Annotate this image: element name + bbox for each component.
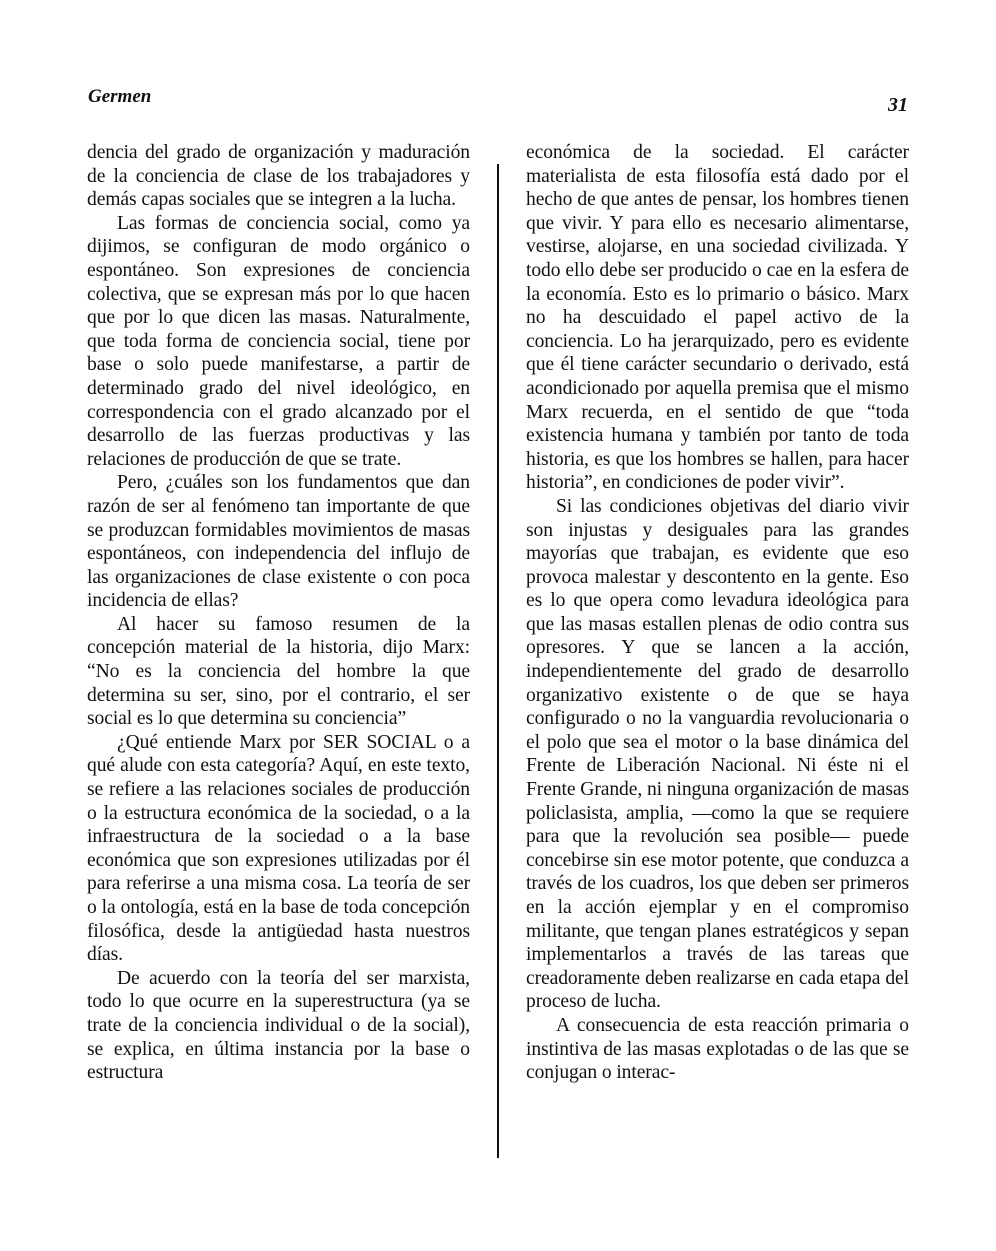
column-divider [497,164,499,1158]
paragraph: Las formas de conciencia social, como ya dijimos, se configuran de modo orgánico o espontáneo. Son expresiones de conciencia colectiva, que se expresan más por lo que hacen que por lo que dicen las masas. Naturalmente, que toda forma de conciencia social, tiene por base o solo puede manifestarse, a partir de determinado grado del nivel ideológico, en correspondencia con el grado alcanzado por el desarrollo de las fuerzas productivas y las relaciones de producción de que se trate. [87,212,470,470]
left-column [87,141,470,1085]
paragraph: Si las condiciones objetivas del diario vivir son injustas y desiguales para las grandes mayorías que trabajan, es evidente que eso provoca malestar y descontento en la gente. Eso es lo que opera como levadura ideológica para que las masas estallen plenas de odio contra sus opresores. Y que se lancen a la acción, independientemente del grado de desarrollo organizativo existente o de que se haya configurado o no la vanguardia revolucionaria o el polo que sea el motor o la base dinámica del Frente de Liberación Nacional. Ni éste ni el Frente Grande, ni ninguna organización de masas policlasista, amplia, —como la que se requiere para que la revolución sea posible— puede concebirse sin ese motor potente, que conduzca a través de los cuadros, los que deben ser primeros en la acción ejemplar y en el compromiso militante, que tengan planes estratégicos y sepan implementarlos a través de las tareas que creadoramente deben realizarse en cada etapa del proceso de lucha. [526,495,909,1013]
page-number: 31 [888,94,908,116]
paragraph: Pero, ¿cuáles son los fundamentos que dan razón de ser al fenómeno tan importante de que se produzcan formidables movimientos de masas espontáneos, con independencia del influjo de las organizaciones de clase existente o con poca incidencia de ellas? [87,472,470,612]
page-header [88,86,908,120]
paragraph: A consecuencia de esta reacción primaria o instintiva de las masas explotadas o de las que se conjugan o interac- [526,1014,909,1084]
paragraph: Al hacer su famoso resumen de la concepción material de la historia, dijo Marx: “No es la conciencia del hombre la que determina su ser, sino, por el contrario, el ser social es lo que determina su conciencia” [87,613,470,730]
paragraph: dencia del grado de organización y maduración de la conciencia de clase de los trabajadores y demás capas sociales que se integren a la lucha. [87,142,470,211]
running-head: Germen [88,86,152,107]
paragraph: De acuerdo con la teoría del ser marxista, todo lo que ocurre en la superestructura (ya se trate de la conciencia individual o de la social), se explica, en última instancia por la base o estructura [87,967,470,1084]
paragraph: económica de la sociedad. El carácter materialista de esta filosofía está dado por el hecho de que antes de pensar, los hombres tienen que vivir. Y para ello es necesario alimentarse, vestirse, alojarse, en una sociedad civilizada. Y todo ello debe ser producido o cae en la esfera de la economía. Esto es lo primario o básico. Marx no ha descuidado el papel activo de la conciencia. Lo ha jerarquizado, pero es evidente que él tiene carácter secundario o derivado, está acondicionado por aquella premisa que el mismo Marx recuerda, en el sentido de que “toda existencia humana y también por tanto de toda historia, es que los hombres se hallen, para hacer historia”, en condiciones de poder vivir”. [526,142,909,494]
right-column [526,141,909,1085]
paragraph: ¿Qué entiende Marx por SER SOCIAL o a qué alude con esta categoría? Aquí, en este texto, se refiere a las relaciones sociales de producción o la estructura económica de la sociedad, o a la infraestructura de la sociedad o a la base económica que son expresiones utilizadas por él para referirse a una misma cosa. La teoría de ser o la ontología, está en la base de toda concepción filosófica, desde la antigüedad hasta nuestros días. [87,731,470,966]
